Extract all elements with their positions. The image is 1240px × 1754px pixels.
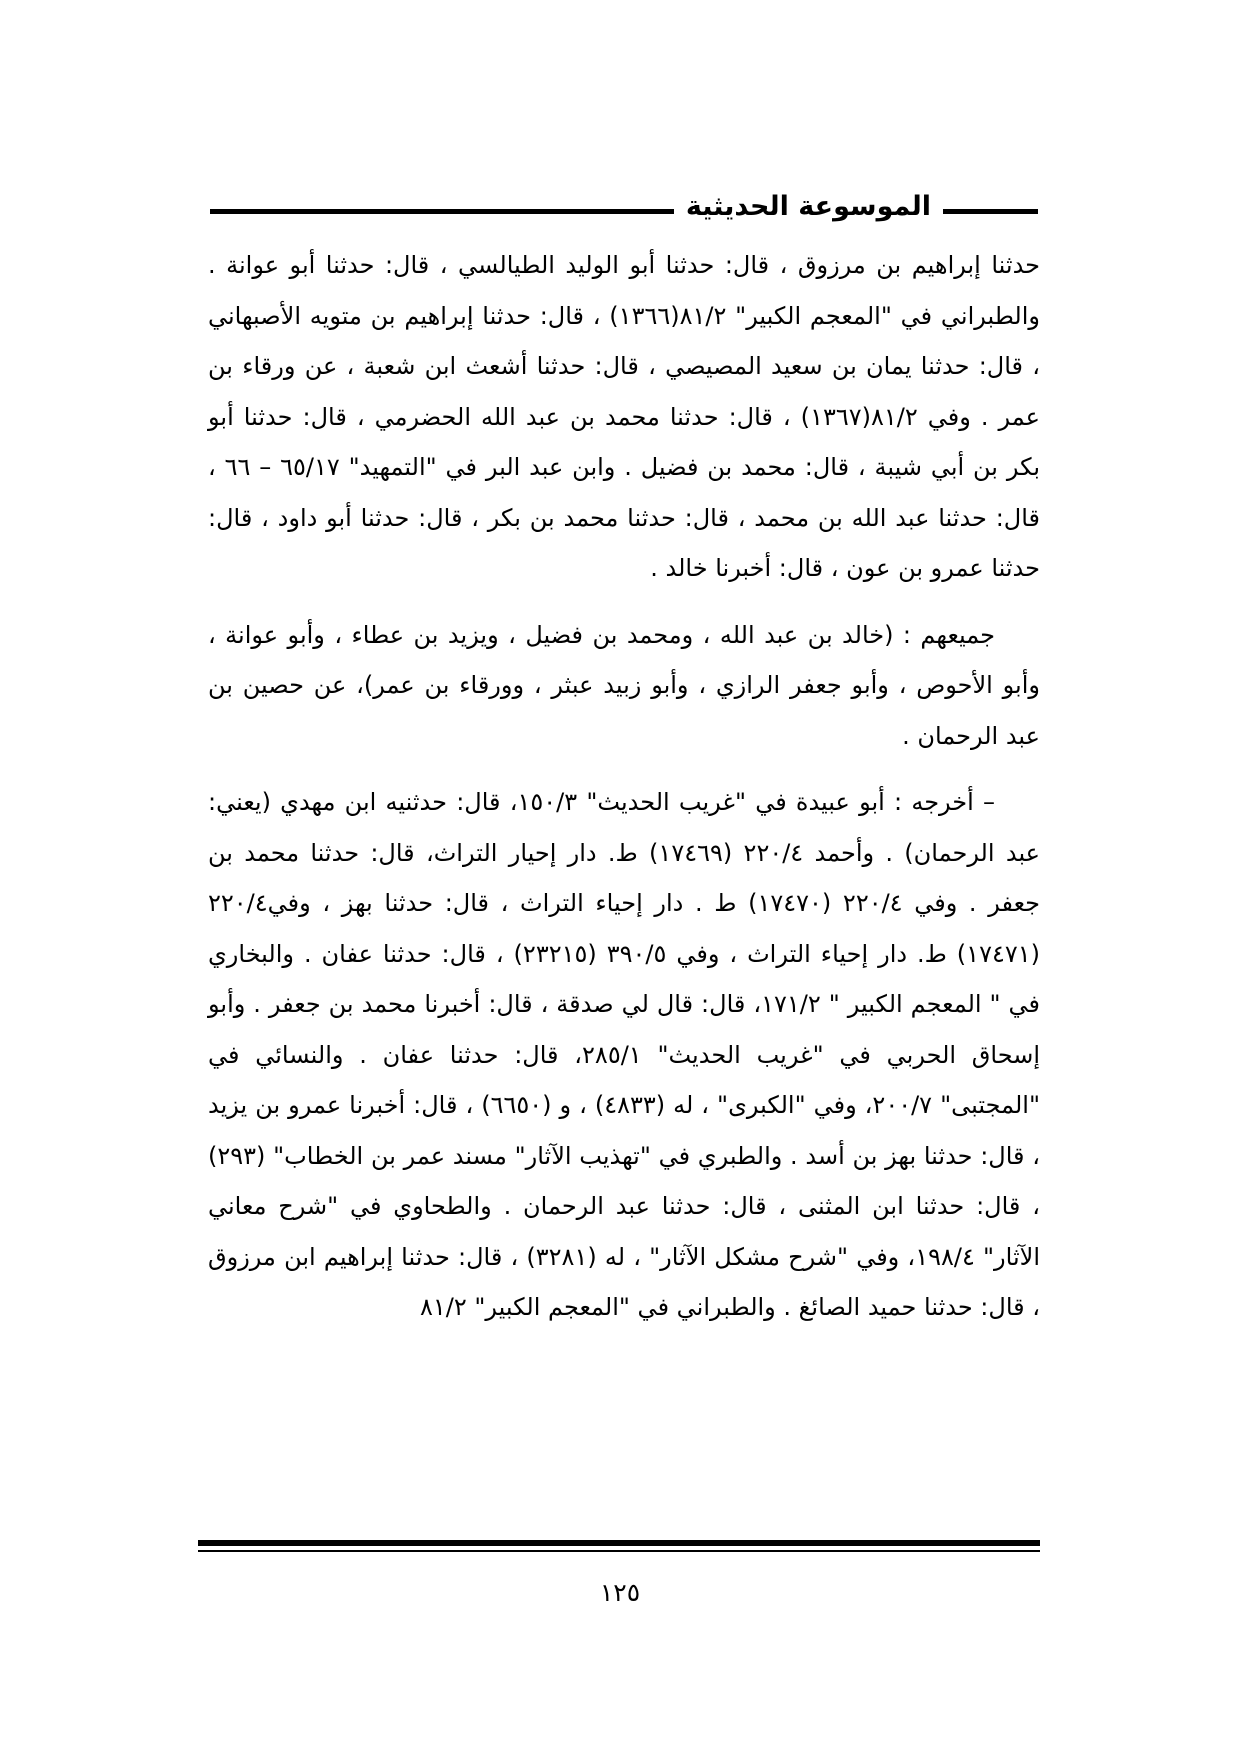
footer-rule-thin (198, 1550, 1040, 1552)
header-title: الموسوعة الحديثية (674, 190, 943, 224)
paragraph-chain-1: حدثنا إبراهيم بن مرزوق ، قال: حدثنا أبو الوليد الطيالسي ، قال: حدثنا أبو عوانة . والطبراني في "المعجم الكبير" ٨١/٢(١٣٦٦) ، قال: حدثنا إبراهيم بن متويه الأصبهاني ، قال: حدثنا يمان بن سعيد المصيصي ، قال: حدثنا أشعث ابن شعبة ، عن ورقاء بن عمر . وفي ٨١/٢(١٣٦٧) ، قال: حدثنا محمد بن عبد الله الحضرمي ، قال: حدثنا أبو بكر بن أبي شيبة ، قال: محمد بن فضيل . وابن عبد البر في "التمهيد" ٦٥/١٧ – ٦٦ ، قال: حدثنا عبد الله بن محمد ، قال: حدثنا محمد بن بكر ، قال: حدثنا أبو داود ، قال: حدثنا عمرو بن عون ، قال: أخبرنا خالد . (208, 251, 1040, 582)
paragraph-takhrij: – أخرجه : أبو عبيدة في "غريب الحديث" ١٥٠/٣، قال: حدثنيه ابن مهدي (يعني: عبد الرحمان) . وأحمد ٢٢٠/٤ (١٧٤٦٩) ط. دار إحيار التراث، قال: حدثنا محمد بن جعفر . وفي ٢٢٠/٤ (١٧٤٧٠) ط . دار إحياء التراث ، قال: حدثنا بهز ، وفي٢٢٠/٤ (١٧٤٧١) ط. دار إحياء التراث ، وفي ٣٩٠/٥ (٢٣٢١٥) ، قال: حدثنا عفان . والبخاري في " المعجم الكبير " ١٧١/٢، قال: قال لي صدقة ، قال: أخبرنا محمد بن جعفر . وأبو إسحاق الحربي في "غريب الحديث" ٢٨٥/١، قال: حدثنا عفان . والنسائي في "المجتبى" ٢٠٠/٧، وفي "الكبرى" ، له (٤٨٣٣) ، و (٦٦٥٠) ، قال: أخبرنا عمرو بن يزيد ، قال: حدثنا بهز بن أسد . والطبري في "تهذيب الآثار" مسند عمر بن الخطاب" (٢٩٣) ، قال: حدثنا ابن المثنى ، قال: حدثنا عبد الرحمان . والطحاوي في "شرح معاني الآثار" ١٩٨/٤، وفي "شرح مشكل الآثار" ، له (٣٢٨١) ، قال: حدثنا إبراهيم ابن مرزوق ، قال: حدثنا حميد الصائغ . والطبراني في "المعجم الكبير" ٨١/٢ (208, 788, 1041, 1321)
body-text (208, 240, 1040, 1349)
running-header (210, 190, 1038, 230)
page-number: ١٢٥ (599, 1578, 641, 1607)
paragraph-summary: جميعهم : (خالد بن عبد الله ، ومحمد بن فضيل ، ويزيد بن عطاء ، وأبو عوانة ، وأبو الأحوص ، وأبو جعفر الرازي ، وأبو زبيد عبثر ، وورقاء بن عمر)، عن حصين بن عبد الرحمان . (208, 620, 1040, 750)
footer-rule-thick (198, 1540, 1040, 1546)
